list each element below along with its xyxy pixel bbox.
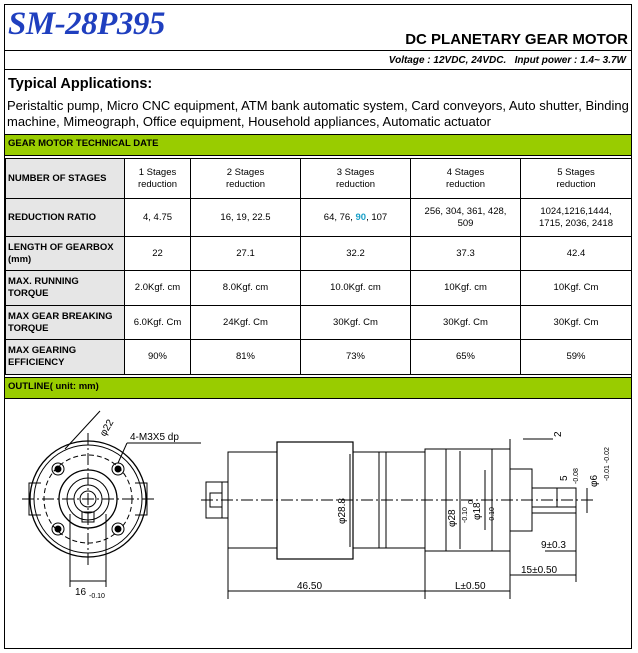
ratio-cell: 64, 76, 90, 107	[301, 199, 411, 237]
voltage-label: Voltage :	[388, 55, 431, 66]
breaking-cell: 30Kgf. Cm	[301, 306, 411, 340]
ratio-cell: 16, 19, 22.5	[191, 199, 301, 237]
dim-flat-length: 9±0.3	[541, 540, 566, 551]
spec-divider	[4, 69, 632, 70]
table-row	[6, 237, 632, 271]
breaking-cell: 24Kgf. Cm	[191, 306, 301, 340]
outline-drawing	[5, 399, 631, 647]
running-cell: 10Kgf. cm	[411, 271, 521, 306]
dim-dia22: φ22	[98, 417, 117, 439]
dim-2: 2	[553, 431, 564, 437]
table-row	[6, 271, 632, 306]
length-cell: 37.3	[411, 237, 521, 271]
stage-cell: 4 Stages reduction	[411, 159, 521, 199]
voltage-value: 12VDC, 24VDC.	[433, 55, 507, 66]
dim-flat5-tol: -0.08	[573, 468, 580, 484]
ratio-cell: 4, 4.75	[125, 199, 191, 237]
model-number: SM-28P395	[8, 6, 165, 42]
dim-gear-length: L±0.50	[455, 581, 486, 592]
stage-cell: 1 Stages reduction	[125, 159, 191, 199]
breaking-cell: 6.0Kgf. Cm	[125, 306, 191, 340]
dim-width16: 16	[75, 587, 87, 598]
outline-section-bar: OUTLINE( unit: mm)	[5, 377, 631, 399]
efficiency-label: MAX GEARING EFFICIENCY	[6, 340, 125, 375]
running-torque-label: MAX. RUNNING TORQUE	[6, 271, 125, 306]
ratio-cell: 1024,1216,1444, 1715, 2036, 2418	[521, 199, 632, 237]
running-cell: 10Kgf. Cm	[521, 271, 632, 306]
dim-gear-dia: φ28	[447, 509, 458, 527]
dim-body-length: 46.50	[297, 581, 323, 592]
dim-shaft-length: 15±0.50	[521, 565, 558, 576]
running-cell: 2.0Kgf. cm	[125, 271, 191, 306]
ratio-label: REDUCTION RATIO	[6, 199, 125, 237]
table-row	[6, 199, 632, 237]
dim-shaft-dia: φ6	[589, 474, 600, 487]
power-label: Input power :	[514, 55, 578, 66]
stages-label: NUMBER OF STAGES	[6, 159, 125, 199]
applications-title: Typical Applications:	[8, 76, 153, 92]
dim-width16-tol: -0.10	[89, 593, 105, 600]
efficiency-cell: 59%	[521, 340, 632, 375]
table-row	[6, 159, 632, 199]
table-row	[6, 340, 632, 375]
dim-body-dia: φ28.8	[337, 498, 348, 524]
technical-section-bar: GEAR MOTOR TECHNICAL DATE	[5, 134, 631, 156]
efficiency-cell: 65%	[411, 340, 521, 375]
dim-boss-dia-tol: -0.10	[489, 507, 496, 523]
highlighted-ratio: 90	[355, 211, 367, 223]
breaking-cell: 30Kgf. Cm	[521, 306, 632, 340]
stage-cell: 2 Stages reduction	[191, 159, 301, 199]
efficiency-cell: 73%	[301, 340, 411, 375]
dim-zero: 0	[468, 500, 475, 504]
technical-table	[5, 158, 632, 375]
breaking-torque-label: MAX GEAR BREAKING TORQUE	[6, 306, 125, 340]
efficiency-cell: 90%	[125, 340, 191, 375]
power-value: 1.4~ 3.7W	[580, 55, 626, 66]
dim-gear-dia-tol: -0.10	[462, 507, 469, 523]
length-cell: 42.4	[521, 237, 632, 271]
dim-holes: 4-M3X5 dp	[130, 432, 179, 443]
product-name: DC PLANETARY GEAR MOTOR	[405, 31, 628, 48]
table-row	[6, 306, 632, 340]
efficiency-cell: 81%	[191, 340, 301, 375]
breaking-cell: 30Kgf. Cm	[411, 306, 521, 340]
length-cell: 22	[125, 237, 191, 271]
length-label: LENGTH OF GEARBOX (mm)	[6, 237, 125, 271]
stage-cell: 5 Stages reduction	[521, 159, 632, 199]
dim-boss-dia: φ18	[472, 502, 483, 520]
ratio-cell: 256, 304, 361, 428, 509	[411, 199, 521, 237]
electrical-spec	[389, 55, 626, 66]
running-cell: 8.0Kgf. cm	[191, 271, 301, 306]
dim-flat5: 5	[559, 475, 570, 481]
length-cell: 27.1	[191, 237, 301, 271]
running-cell: 10.0Kgf. cm	[301, 271, 411, 306]
applications-text: Peristaltic pump, Micro CNC equipment, ATM bank automatic system, Card conveyors, Auto shutter, Binding machine, Mimeograph, Office equipment, Household appliances, Automatic actuator	[7, 98, 629, 129]
dim-shaft-dia-tol: -0.01 -0.02	[604, 447, 611, 481]
header-divider	[4, 50, 632, 51]
stage-cell: 3 Stages reduction	[301, 159, 411, 199]
length-cell: 32.2	[301, 237, 411, 271]
